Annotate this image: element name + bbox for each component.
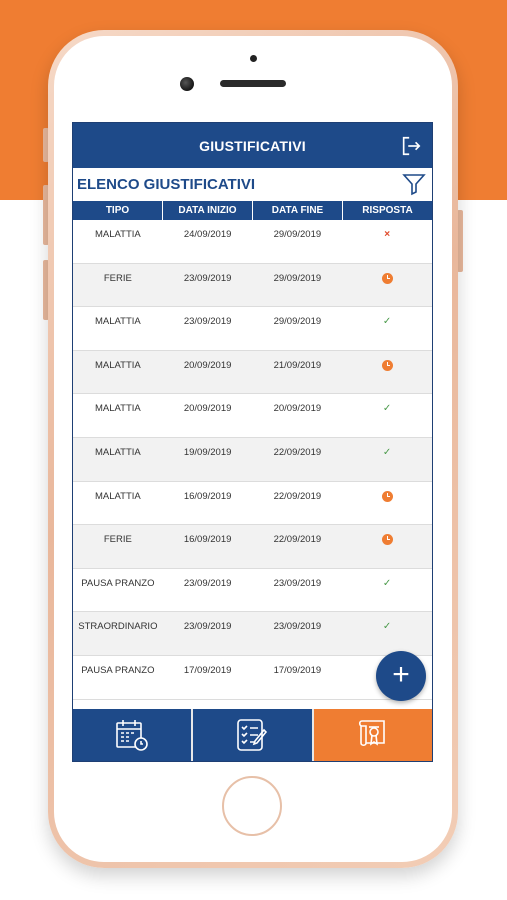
cell-inizio: 23/09/2019 (183, 577, 232, 589)
cell-fine: 17/09/2019 (273, 664, 322, 676)
cell-risposta (342, 351, 432, 394)
approved-check-icon: ✓ (382, 446, 392, 458)
cell-risposta (342, 612, 432, 655)
table-row[interactable] (73, 525, 432, 569)
table-row[interactable] (73, 220, 432, 264)
cell-risposta (342, 482, 432, 525)
table-row[interactable] (73, 351, 432, 395)
cell-tipo: STRAORDINARIO (78, 621, 158, 633)
table-row[interactable] (73, 307, 432, 351)
table-row[interactable] (73, 264, 432, 308)
calendar-icon (112, 715, 152, 755)
cell-inizio: 16/09/2019 (183, 534, 232, 546)
cell-risposta (342, 438, 432, 481)
pending-clock-icon (382, 360, 393, 371)
phone-sensor (250, 55, 257, 62)
cell-inizio: 20/09/2019 (183, 403, 232, 415)
filter-icon[interactable] (402, 172, 426, 196)
list-heading: ELENCO GIUSTIFICATIVI (77, 175, 256, 193)
rejected-x-icon: × (384, 229, 391, 240)
cell-risposta (342, 264, 432, 307)
cell-risposta (342, 220, 432, 263)
cell-fine: 20/09/2019 (273, 403, 322, 415)
cell-tipo: PAUSA PRANZO (81, 577, 155, 589)
app-screen (72, 122, 433, 762)
pending-clock-icon (382, 273, 393, 284)
cell-tipo: MALATTIA (95, 229, 141, 240)
approved-check-icon: ✓ (382, 577, 392, 589)
page-title: GIUSTIFICATIVI (199, 137, 306, 154)
bottom-tab-bar (73, 709, 432, 761)
table-row[interactable] (73, 482, 432, 526)
table-row[interactable] (73, 394, 432, 438)
table-header (73, 201, 432, 220)
cell-fine: 29/09/2019 (273, 272, 322, 284)
column-header-data-fine: DATA FINE (253, 201, 343, 220)
add-button[interactable]: + (376, 651, 426, 701)
cell-inizio: 17/09/2019 (183, 664, 232, 676)
cell-tipo: MALATTIA (95, 359, 141, 371)
cell-inizio: 16/09/2019 (183, 490, 232, 502)
phone-home-button[interactable] (222, 776, 282, 836)
table-row[interactable] (73, 569, 432, 613)
cell-tipo: MALATTIA (95, 316, 141, 328)
column-header-tipo: TIPO (73, 201, 163, 220)
tab-calendar[interactable] (73, 709, 193, 761)
approved-check-icon: ✓ (382, 316, 392, 328)
cell-inizio: 23/09/2019 (183, 621, 232, 633)
title-bar (73, 123, 432, 168)
cell-inizio: 24/09/2019 (183, 229, 232, 240)
pending-clock-icon (382, 534, 393, 545)
cell-risposta (342, 307, 432, 350)
cell-fine: 29/09/2019 (273, 229, 322, 240)
cell-fine: 21/09/2019 (273, 359, 322, 371)
cell-risposta (342, 525, 432, 568)
cell-fine: 23/09/2019 (273, 621, 322, 633)
phone-speaker (220, 80, 286, 87)
cell-fine: 22/09/2019 (273, 534, 322, 546)
cell-tipo: FERIE (103, 534, 132, 546)
table-row[interactable] (73, 612, 432, 656)
tab-requests[interactable] (193, 709, 313, 761)
cell-tipo: FERIE (103, 272, 132, 284)
phone-camera (180, 77, 194, 91)
column-header-data-inizio: DATA INIZIO (163, 201, 253, 220)
cell-inizio: 19/09/2019 (183, 446, 232, 458)
cell-tipo: MALATTIA (95, 490, 141, 502)
logout-icon[interactable] (400, 135, 422, 157)
cell-tipo: MALATTIA (95, 403, 141, 415)
tab-certificates[interactable] (314, 709, 432, 761)
column-header-risposta: RISPOSTA (362, 205, 413, 216)
checklist-icon (232, 715, 272, 755)
list-header (73, 168, 432, 200)
cell-inizio: 23/09/2019 (183, 316, 232, 328)
justifications-table (73, 220, 432, 700)
table-row[interactable] (73, 438, 432, 482)
cell-tipo: MALATTIA (95, 446, 141, 458)
approved-check-icon: ✓ (382, 621, 392, 633)
cell-fine: 29/09/2019 (273, 316, 322, 328)
cell-risposta (342, 394, 432, 437)
certificate-icon (353, 715, 393, 755)
cell-tipo: PAUSA PRANZO (81, 664, 155, 676)
cell-inizio: 20/09/2019 (183, 359, 232, 371)
cell-risposta (342, 569, 432, 612)
cell-fine: 22/09/2019 (273, 490, 322, 502)
approved-check-icon: ✓ (382, 403, 392, 415)
pending-clock-icon (382, 491, 393, 502)
cell-fine: 22/09/2019 (273, 446, 322, 458)
cell-fine: 23/09/2019 (273, 577, 322, 589)
cell-inizio: 23/09/2019 (183, 272, 232, 284)
